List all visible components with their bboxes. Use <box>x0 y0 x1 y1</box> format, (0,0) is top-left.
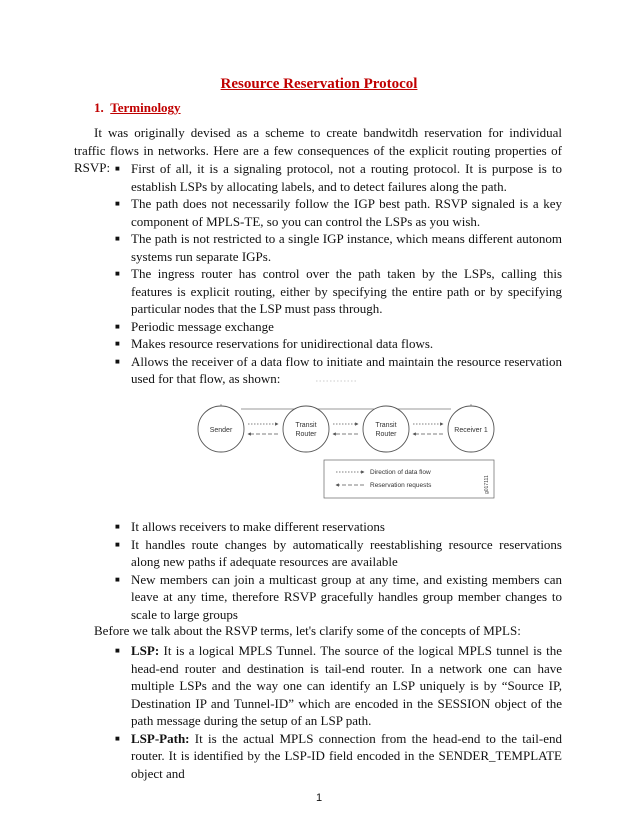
list-item: ■ The ingress router has control over the path taken by the LSPs, calling this features is explicit routing, either by specifying the entire path or by specifying particular nodes that the LSP must pass through. <box>115 265 562 318</box>
list-item: ■ The path does not necessarily follow the IGP best path. RSVP signaled is a key component of MPLS-TE, so you can control the LSPs as you wish. <box>115 195 562 230</box>
transit-router-node-1 <box>283 406 329 452</box>
transit-router-1-label-line1: Transit <box>295 422 317 429</box>
list-item: ■ Periodic message exchange <box>115 318 562 336</box>
term-text: It is a logical MPLS Tunnel. The source of the logical MPLS tunnel is the head-end router and destination is tail-end router. In a network one can have multiple LSPs and the way one can identify an LSP uniquely is by “Source IP, Destination IP and Tunnel-ID” which are encoded in the SESSION object of the path message during the setup of an LSP path. <box>131 643 562 728</box>
transit-router-2-label-line1: Transit <box>375 422 397 429</box>
term-label: LSP-Path: <box>131 730 190 746</box>
mpls-intro-paragraph: Before we talk about the RSVP terms, let's clarify some of the concepts of MPLS: <box>94 623 521 638</box>
section-number: 1. <box>94 100 104 115</box>
bullet-list-features <box>115 518 562 623</box>
document-title: Resource Reservation Protocol <box>220 76 418 92</box>
list-item: ■ It allows receivers to make different reservations <box>115 518 562 536</box>
term-item-lsp <box>115 642 562 730</box>
transit-router-node-2 <box>363 406 409 452</box>
list-item: ■ Makes resource reservations for unidirectional data flows. <box>115 335 562 353</box>
intro-paragraph: It was originally devised as a scheme to create bandwitdh reservation for individual traffic flows in networks. Here are a few consequences of the explicit routing properties of RSVP: <box>74 125 562 175</box>
term-label: LSP: <box>131 643 160 658</box>
section-heading <box>94 100 181 116</box>
list-item: ■ New members can join a multicast group at any time, and existing members can leave at any time, therefore RSVP gracefully handles group member changes to scale to large groups <box>115 571 562 624</box>
transit-router-1-label-line2: Router <box>295 431 317 438</box>
transit-router-2-label-line2: Router <box>375 431 397 438</box>
page-number: 1 <box>315 792 323 804</box>
rsvp-flow-diagram <box>196 374 496 504</box>
list-item: ■ First of all, it is a signaling protocol, not a routing protocol. It is purpose is to establish LSPs by allocating labels, and to detect failures along the path. <box>115 160 562 195</box>
sender-label: Sender <box>209 427 233 434</box>
term-text: It is the actual MPLS connection from the head-end to the tail-end router. It is identified by the LSP-ID field encoded in the SENDER_TEMPLATE object and <box>131 730 562 781</box>
section-title: Terminology <box>110 100 181 115</box>
bullet-list-properties <box>115 160 562 388</box>
list-item: ■ Allows the receiver of a data flow to initiate and maintain the resource reservation used for that flow, as shown: <box>115 353 562 388</box>
term-item-lsp-path <box>115 730 562 783</box>
legend-box <box>324 460 494 498</box>
legend-flow-label: Direction of data flow <box>370 469 431 476</box>
bullet-list-terms <box>115 642 562 782</box>
receiver-label: Receiver 1 <box>454 427 488 434</box>
legend-request-label: Reservation requests <box>370 482 432 489</box>
list-item: ■ The path is not restricted to a single IGP instance, which means different autonom systems run separate IGPs. <box>115 230 562 265</box>
list-item: ■ It handles route changes by automatically reestablishing resource reservations along new paths if adequate resources are available <box>115 536 562 571</box>
figure-id-label: g017111 <box>484 475 490 494</box>
